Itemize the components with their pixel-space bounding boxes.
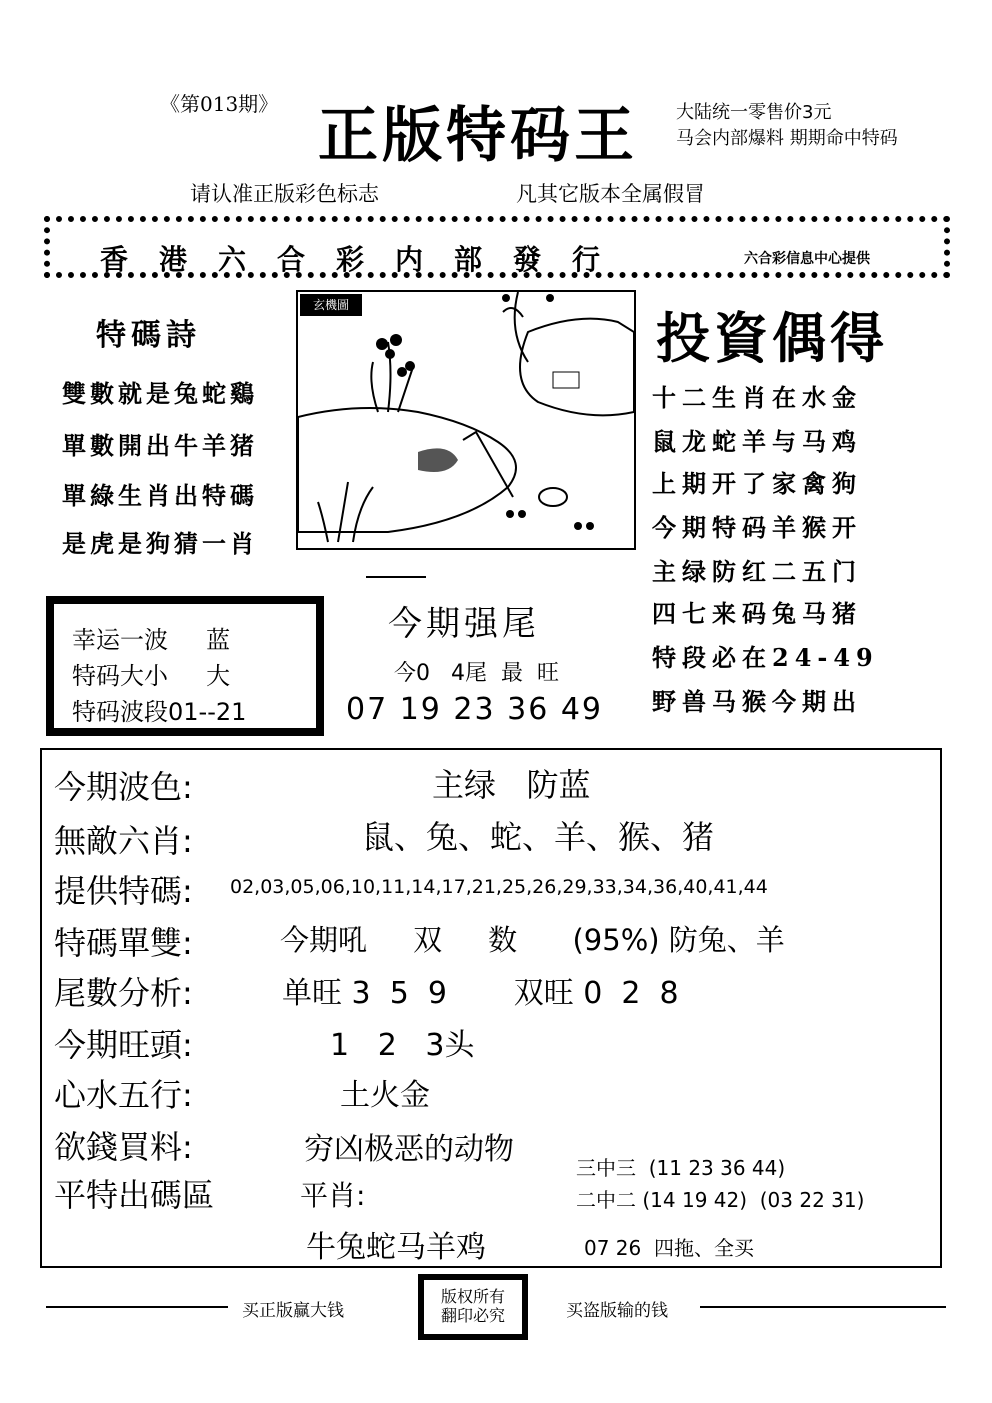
six-label: 無敵六肖: (54, 822, 193, 860)
copyright-line: 翻印必究 (440, 1306, 505, 1325)
combo-drag: 07 26 四拖、全买 (584, 1236, 754, 1260)
head-label: 今期旺頭: (54, 1026, 193, 1064)
price-text: 大陆统一零售价3元 (676, 102, 832, 123)
invest-line: 野兽马猴今期出 (652, 687, 862, 716)
tail-label: 尾數分析: (54, 974, 193, 1012)
head-value: 1 2 3头 (330, 1028, 475, 1063)
divider (366, 576, 426, 578)
strong-tail-sub: 今0 4尾 最 旺 (394, 661, 559, 686)
element-value: 土火金 (340, 1078, 430, 1113)
footer-right-text: 买盗版输的钱 (566, 1301, 668, 1321)
flat-value: 平肖: (300, 1179, 366, 1212)
element-label: 心水五行: (54, 1076, 193, 1114)
invest-title: 投資偶得 (656, 306, 888, 370)
poem-line: 單數開出牛羊猪 (62, 431, 258, 460)
tail-value: 单旺 3 5 9 双旺 0 2 8 (282, 976, 679, 1011)
flat-label: 平特出碼區 (54, 1176, 215, 1214)
copyright-line: 版权所有 (440, 1287, 505, 1306)
oddeven-label: 特碼單雙: (54, 924, 193, 962)
invest-line: 四七来码兔马猪 (652, 599, 862, 628)
strong-tail-title: 今期强尾 (388, 604, 540, 644)
issue-number: 《第013期》 (160, 92, 279, 116)
warning-left: 请认准正版彩色标志 (190, 182, 379, 206)
invest-line: 鼠龙蛇羊与马鸡 (652, 427, 862, 456)
riddle-illustration (298, 292, 634, 548)
footer-rule-right (700, 1306, 946, 1308)
luck-range: 特码波段01--21 (72, 698, 247, 726)
warning-right: 凡其它版本全属假冒 (516, 182, 705, 206)
poem-line: 單綠生肖出特碼 (62, 481, 258, 510)
strong-tail-numbers: 07 19 23 36 49 (346, 692, 604, 727)
banner-subtext: 六合彩信息中心提供 (744, 251, 870, 267)
flat-animals: 牛兔蛇马羊鸡 (306, 1230, 486, 1265)
wave-label: 今期波色: (54, 768, 193, 806)
invest-line: 十二生肖在水金 (652, 383, 862, 412)
oddeven-value: 今期吼 双 数 (95%) 防兔、羊 (280, 923, 785, 957)
combo-two: 二中二 (14 19 42) (03 22 31) (576, 1188, 865, 1212)
picture-stamp: 玄機圖 (300, 294, 362, 316)
page-title: 正版特码王 (318, 101, 638, 171)
six-value: 鼠、兔、蛇、羊、猴、猪 (362, 818, 715, 856)
special-value: 02,03,05,06,10,11,14,17,21,25,26,29,33,34,36,40,41,44 (230, 876, 768, 898)
banner-text: 香港六合彩内部發行 (100, 243, 632, 276)
invest-line: 特段必在24-49 (652, 643, 879, 672)
combo-three: 三中三 (11 23 36 44) (576, 1156, 786, 1180)
inside-info-text: 马会内部爆料 期期命中特码 (676, 128, 898, 149)
riddle-picture (296, 290, 636, 550)
money-value: 穷凶极恶的动物 (304, 1132, 514, 1167)
copyright-box (418, 1274, 528, 1340)
invest-line: 今期特码羊猴开 (652, 513, 862, 542)
footer-left-text: 买正版赢大钱 (242, 1301, 344, 1321)
invest-line: 主绿防红二五门 (652, 557, 862, 586)
special-label: 提供特碼: (54, 872, 193, 910)
poem-line: 是虎是狗猜一肖 (62, 529, 258, 558)
invest-line: 上期开了家禽狗 (652, 469, 862, 498)
poem-line: 雙數就是兔蛇鷄 (62, 379, 258, 408)
wave-value: 主绿 防蓝 (432, 766, 591, 804)
luck-size: 特码大小 大 (72, 662, 231, 690)
footer-rule-left (46, 1306, 228, 1308)
money-label: 欲錢買料: (54, 1128, 193, 1166)
luck-wave: 幸运一波 蓝 (72, 626, 231, 654)
poem-title: 特碼詩 (96, 318, 201, 353)
